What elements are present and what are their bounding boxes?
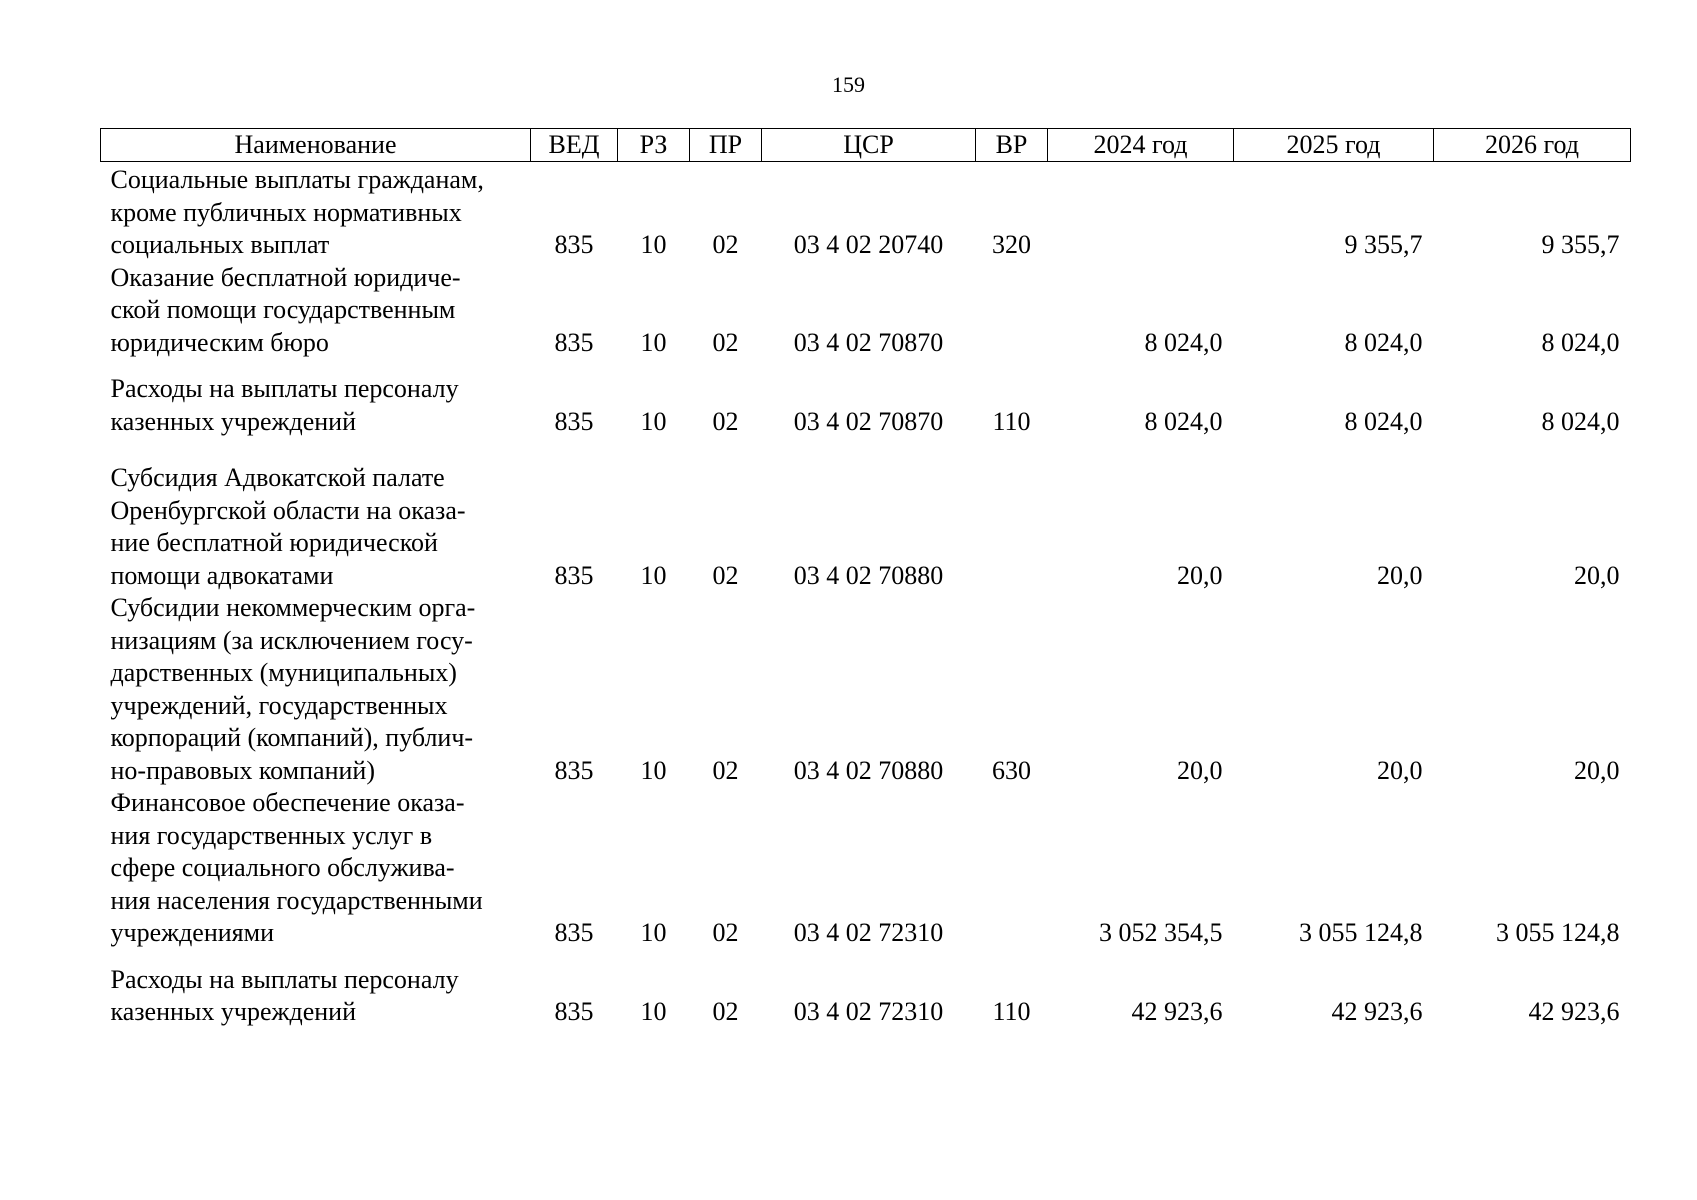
row-name-line: сфере социального обслужива-: [110, 853, 455, 882]
row-name: [101, 592, 531, 787]
row-name-line: юридическим бюро: [110, 327, 329, 357]
row-name-line: Оренбургской области на оказа-: [110, 495, 466, 525]
row-ved: 835: [554, 327, 594, 357]
row-vr: 320: [992, 230, 1031, 259]
row-rz: 10: [640, 918, 667, 947]
row-csr: 03 4 02 72310: [793, 997, 944, 1026]
row-name-line: Финансовое обеспечение оказа-: [110, 788, 465, 817]
row-name-line: Расходы на выплаты персоналу: [110, 964, 459, 994]
row-name-line: ния населения государственными: [110, 885, 483, 915]
row-2024: 42 923,6: [1131, 997, 1223, 1026]
row-pr: 02: [712, 230, 739, 259]
header-name: Наименование: [101, 129, 531, 162]
row-csr: 03 4 02 70870: [793, 327, 944, 357]
row-pr: 02: [712, 406, 739, 436]
row-pr: 02: [712, 560, 739, 590]
row-name-line: Расходы на выплаты персоналу: [110, 374, 459, 403]
header-ved: ВЕД: [531, 129, 618, 162]
row-vr: [976, 438, 1048, 592]
row-2025: 8 024,0: [1344, 406, 1423, 436]
row-name: [101, 438, 531, 592]
row-csr: 03 4 02 70870: [793, 406, 944, 436]
row-ved: 835: [554, 230, 594, 259]
row-rz: 10: [640, 560, 667, 590]
header-2024: 2024 год: [1048, 129, 1234, 162]
row-csr: 03 4 02 20740: [793, 230, 944, 259]
row-name-line: учреждений, государственных: [110, 690, 448, 720]
table-row: [101, 787, 1631, 950]
row-ved: 835: [554, 755, 594, 785]
row-2025: 20,0: [1377, 755, 1423, 785]
row-vr: 110: [992, 406, 1031, 436]
header-vr: ВР: [976, 129, 1048, 162]
table-body: [101, 162, 1631, 1029]
row-rz: 10: [640, 406, 667, 436]
table-row: [101, 438, 1631, 592]
row-name-line: кроме публичных нормативных: [110, 197, 462, 227]
row-name-line: Субсидии некоммерческим орга-: [110, 593, 476, 622]
table-header: [101, 129, 1631, 162]
row-name-line: ние бесплатной юридической: [110, 528, 438, 557]
row-2024: 20,0: [1177, 560, 1223, 590]
row-ved: 835: [554, 918, 594, 947]
table-row: [101, 162, 1631, 262]
row-name-line: социальных выплат: [110, 230, 330, 259]
header-rz: РЗ: [618, 129, 690, 162]
row-2025: 20,0: [1377, 560, 1423, 590]
row-ved: 835: [554, 406, 594, 436]
table-row: [101, 262, 1631, 360]
row-csr: 03 4 02 70880: [793, 560, 944, 590]
row-name-line: казенных учреждений: [110, 997, 356, 1026]
row-2024: 20,0: [1177, 755, 1223, 785]
row-2025: 8 024,0: [1344, 327, 1423, 357]
row-name-line: казенных учреждений: [110, 406, 356, 436]
row-2026: 20,0: [1574, 560, 1620, 590]
header-2025: 2025 год: [1234, 129, 1434, 162]
row-name-line: низациям (за исключением госу-: [110, 625, 473, 655]
row-rz: 10: [640, 327, 667, 357]
header-2026: 2026 год: [1434, 129, 1631, 162]
row-csr: 03 4 02 70880: [793, 755, 944, 785]
row-2026: 9 355,7: [1541, 230, 1620, 259]
row-pr: 02: [712, 327, 739, 357]
row-rz: 10: [640, 755, 667, 785]
header-csr: ЦСР: [762, 129, 976, 162]
row-name-line: ния государственных услуг в: [110, 820, 433, 850]
row-csr: 03 4 02 72310: [793, 918, 944, 947]
row-2025: 42 923,6: [1331, 997, 1423, 1026]
row-name-line: помощи адвокатами: [110, 560, 334, 590]
row-name: [101, 262, 531, 360]
row-vr: [976, 262, 1048, 360]
row-name-line: ской помощи государственным: [110, 295, 456, 324]
header-row: [101, 129, 1631, 162]
row-2024: 8 024,0: [1144, 406, 1223, 436]
row-2025: 9 355,7: [1344, 230, 1423, 259]
row-name-line: Оказание бесплатной юридиче-: [110, 262, 461, 292]
row-name: [101, 787, 531, 950]
row-2026: 42 923,6: [1528, 997, 1620, 1026]
row-2026: 8 024,0: [1541, 406, 1620, 436]
row-2024: 8 024,0: [1144, 327, 1223, 357]
row-pr: 02: [712, 997, 739, 1026]
row-name-line: дарственных (муниципальных): [110, 658, 457, 687]
row-rz: 10: [640, 997, 667, 1026]
row-ved: 835: [554, 997, 594, 1026]
row-name: [101, 950, 531, 1029]
row-pr: 02: [712, 755, 739, 785]
row-vr: [976, 787, 1048, 950]
page-number: 159: [832, 72, 865, 97]
row-2025: 3 055 124,8: [1299, 918, 1423, 947]
row-name: [101, 162, 531, 262]
row-name-line: Социальные выплаты гражданам,: [110, 165, 484, 194]
row-name: [101, 359, 531, 438]
row-2026: 20,0: [1574, 755, 1620, 785]
row-2024: 3 052 354,5: [1099, 918, 1223, 947]
table-row: [101, 592, 1631, 787]
row-vr: 630: [992, 755, 1031, 785]
row-name-line: корпораций (компаний), публич-: [110, 723, 474, 752]
row-rz: 10: [640, 230, 667, 259]
row-vr: 110: [992, 997, 1031, 1026]
budget-table: [100, 128, 1631, 1029]
row-name-line: но-правовых компаний): [110, 755, 375, 785]
row-ved: 835: [554, 560, 594, 590]
row-2026: 3 055 124,8: [1496, 918, 1620, 947]
row-2024: [1048, 162, 1234, 262]
row-name-line: учреждениями: [110, 918, 275, 947]
row-pr: 02: [712, 918, 739, 947]
header-pr: ПР: [690, 129, 762, 162]
table-row: [101, 950, 1631, 1029]
row-name-line: Субсидия Адвокатской палате: [110, 463, 445, 492]
table-row: [101, 359, 1631, 438]
row-2026: 8 024,0: [1541, 327, 1620, 357]
